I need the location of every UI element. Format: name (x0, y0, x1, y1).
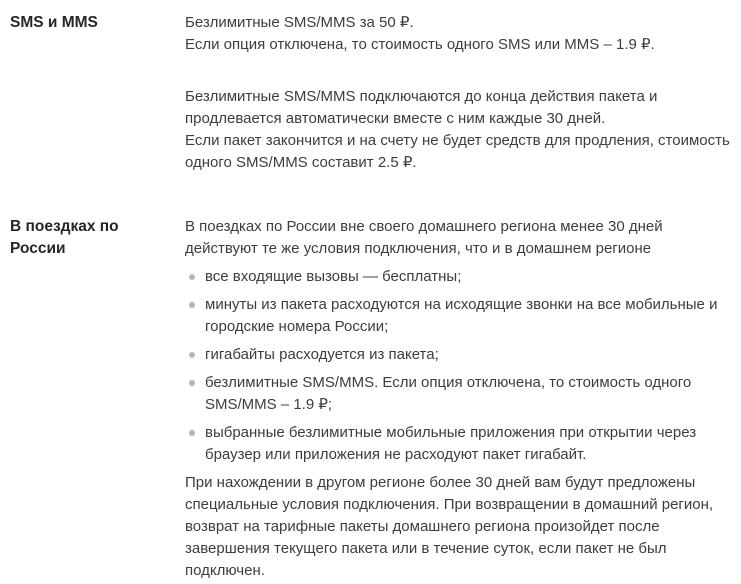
section-label-travel-russia: В поездках по России (10, 218, 119, 257)
list-item-package-minutes: минуты из пакета расходуются на исходящие звонки на все мобильные и городские номера России; (185, 294, 731, 338)
list-item-unlimited-sms: безлимитные SMS/MMS. Если опция отключена, то стоимость одного SMS/MMS – 1.9 ₽; (185, 372, 731, 416)
section-content-sms-mms (185, 12, 731, 174)
travel-intro-paragraph: В поездках по России вне своего домашнего региона менее 30 дней действуют те же условия подключения, что и в домашнем регионе (185, 218, 663, 257)
text-line: Безлимитные SMS/MMS за 50 ₽. (185, 14, 414, 31)
list-item-incoming-calls: все входящие вызовы — бесплатны; (185, 266, 731, 288)
list-item-unlimited-apps: выбранные безлимитные мобильные приложения при открытии через браузер или приложения не расходуют пакет гигабайт. (185, 422, 731, 466)
section-travel-russia (10, 216, 731, 582)
text-line: Безлимитные SMS/MMS подключаются до конца действия пакета и продлевается автоматически вместе с ним каждые 30 дней. (185, 88, 658, 127)
section-content-travel-russia (185, 216, 731, 582)
sms-renewal-paragraph (185, 86, 731, 174)
sms-price-paragraph (185, 12, 731, 56)
text-line: Если опция отключена, то стоимость одного SMS или MMS – 1.9 ₽. (185, 36, 655, 53)
section-label-sms-mms: SMS и MMS (10, 14, 98, 31)
text-line: Если пакет закончится и на счету не будет средств для продления, стоимость одного SMS/MMS составит 2.5 ₽. (185, 132, 730, 171)
section-sms-mms (10, 12, 731, 174)
list-item-gigabytes: гигабайты расходуется из пакета; (185, 344, 731, 366)
travel-conditions-list (185, 266, 731, 466)
travel-outro-paragraph: При нахождении в другом регионе более 30 дней вам будут предложены специальные условия подключения. При возвращении в домашний регион, возврат на тарифные пакеты домашнего региона произойдет после завершения текущего пакета или в течение суток, если пакет не был подключен. (185, 474, 714, 579)
